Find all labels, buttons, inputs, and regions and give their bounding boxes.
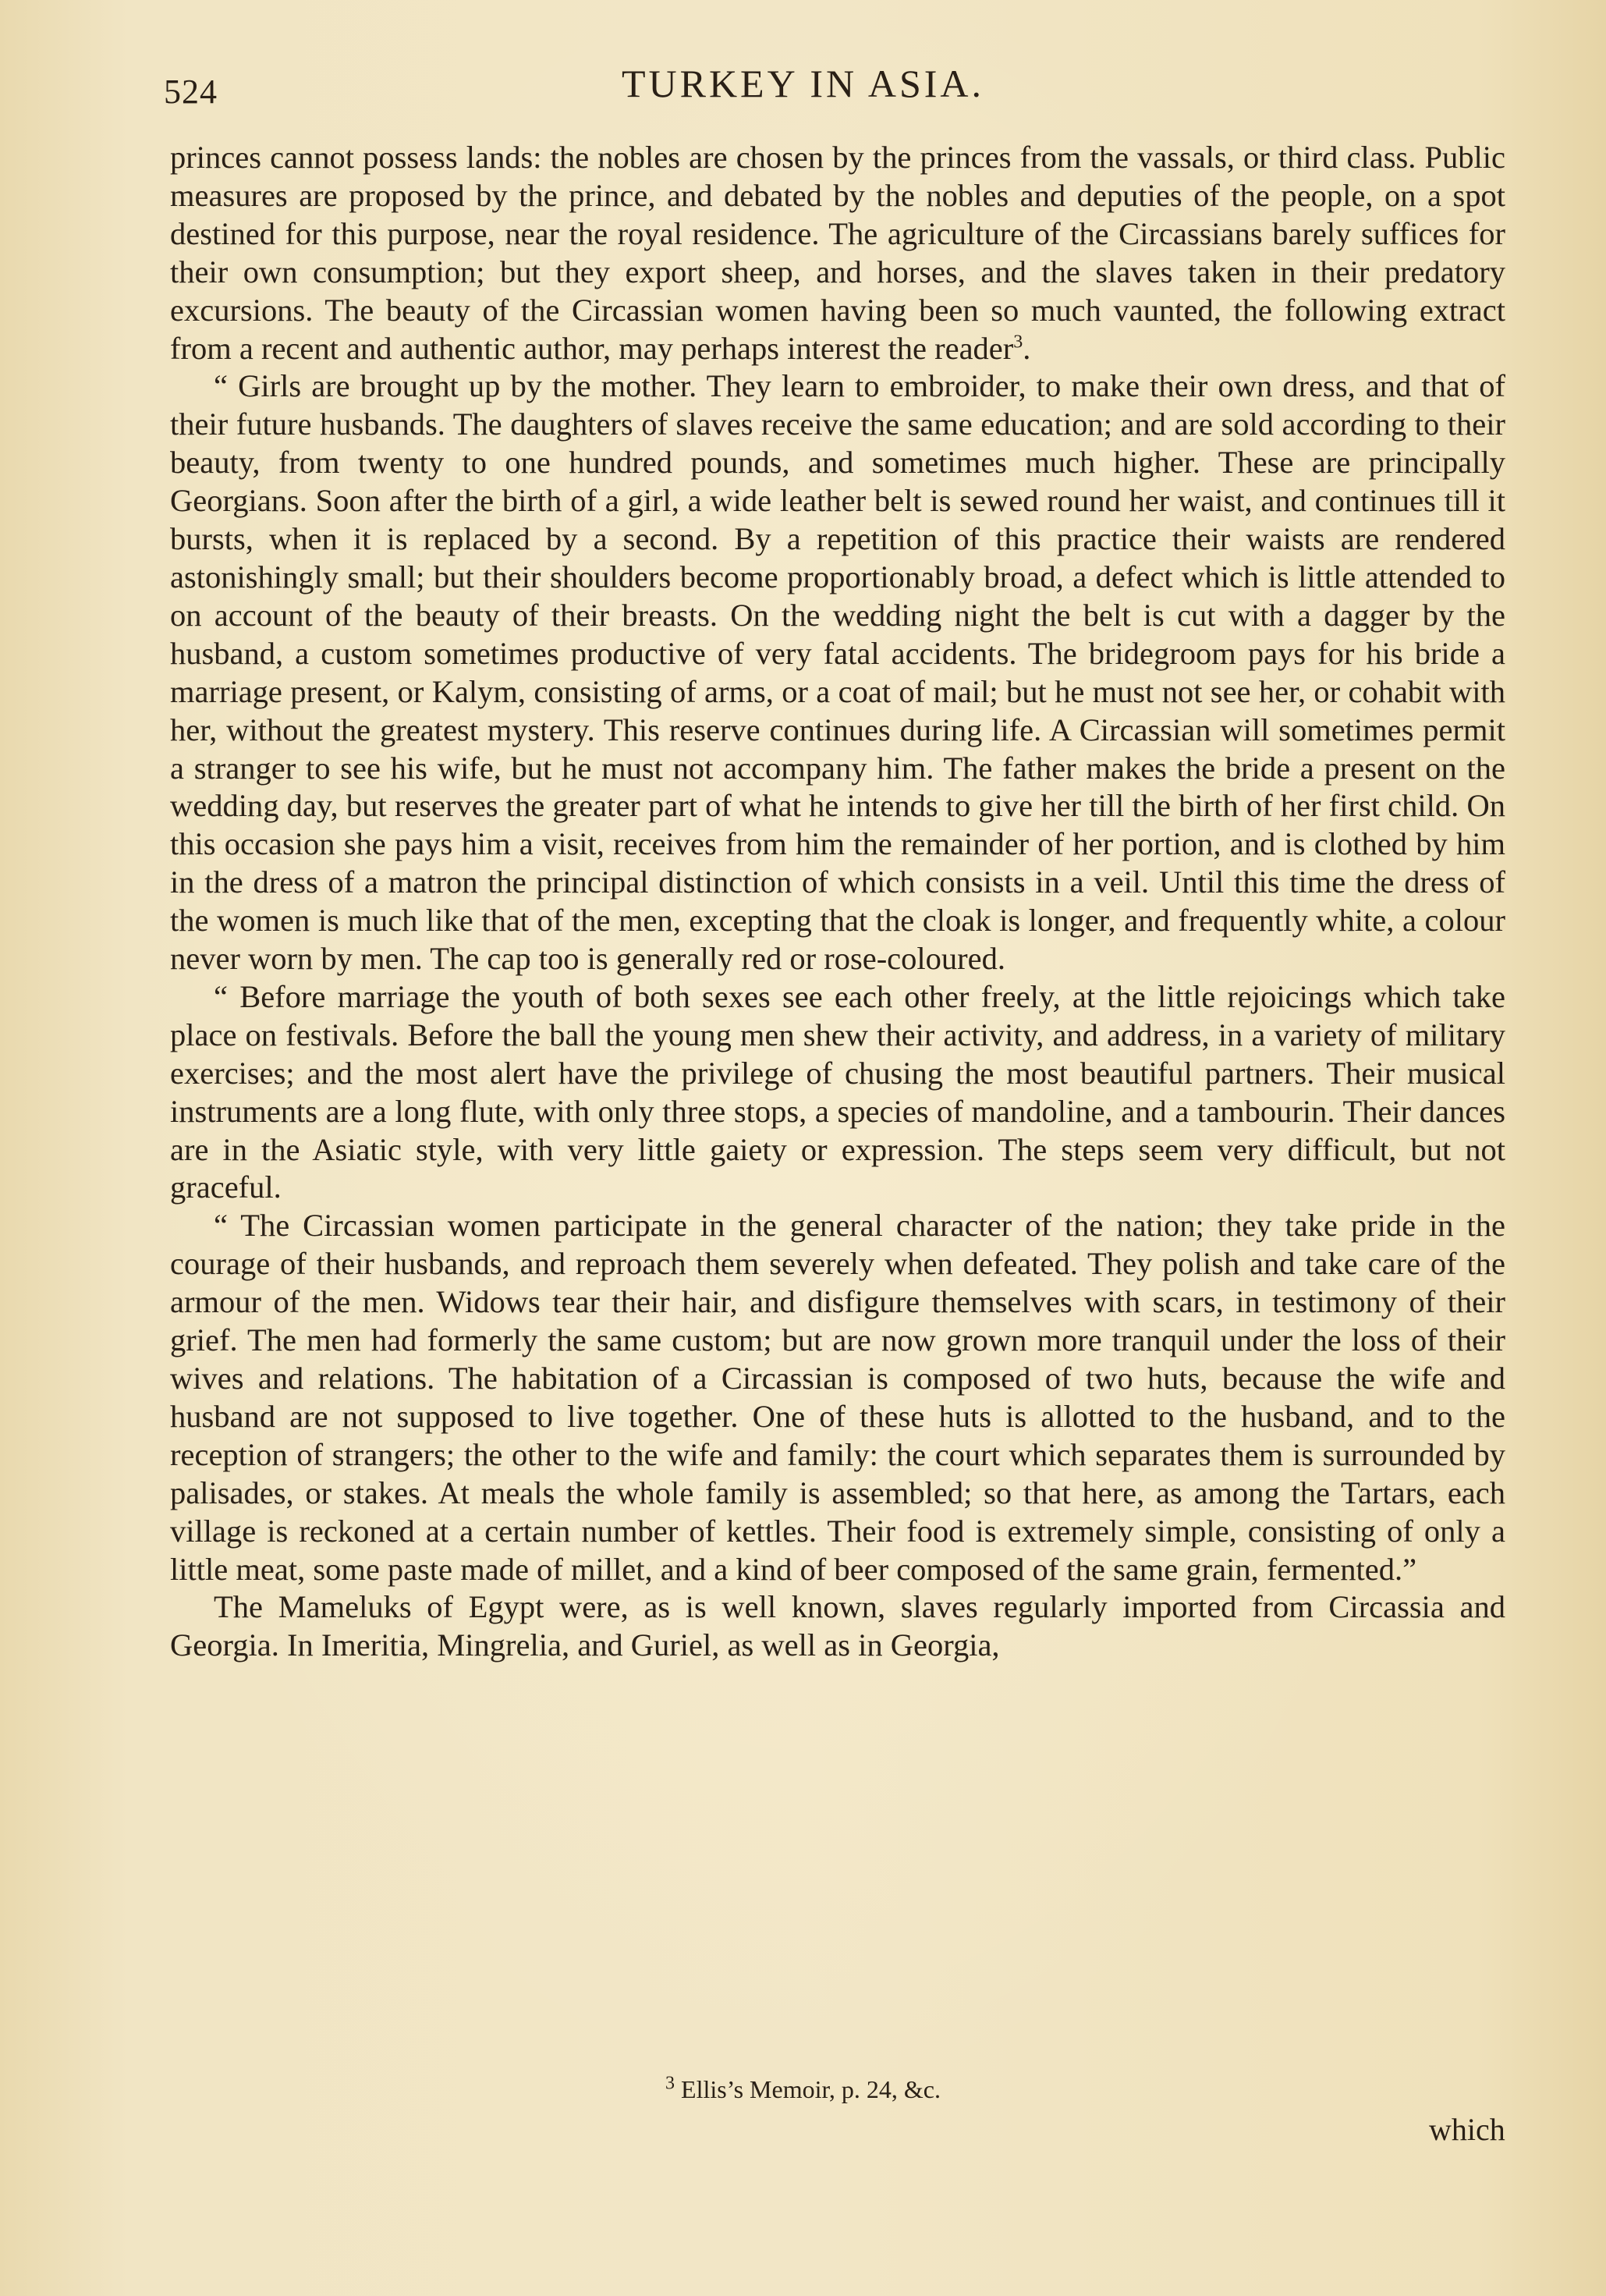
paragraph <box>170 139 1505 367</box>
running-head <box>0 61 1606 115</box>
paragraph-text: princes cannot possess lands: the nobles are chosen by the princes from the vassals, or third class. Public measures are proposed by the prince, and debated by the nobles and deputies of the people, on a spot destined for this purpose, near the royal residence. The agriculture of the Circassians barely suffices for their own consumption; but they export sheep, and horses, and the slaves taken in their predatory excursions. The beauty of the Circassian women having been so much vaunted, the following extract from a recent and authentic author, may perhaps interest the reader <box>170 140 1505 366</box>
paragraph: “ Girls are brought up by the mother. They learn to embroider, to make their own dress, and that of their future husbands. The daughters of slaves receive the same education; and are sold according to their beauty, from twenty to one hundred pounds, and sometimes much higher. These are principally Georgians. Soon after the birth of a girl, a wide leather belt is sewed round her waist, and continues till it bursts, when it is replaced by a second. By a repetition of this practice their waists are rendered astonishingly small; but their shoulders become proportionably broad, a defect which is little attended to on account of the beauty of their breasts. On the wedding night the belt is cut with a dagger by the husband, a custom sometimes productive of very fatal accidents. The bridegroom pays for his bride a marriage present, or Kalym, consisting of arms, or a coat of mail; but he must not see her, or cohabit with her, without the greatest mystery. This reserve continues during life. A Circassian will sometimes permit a stranger to see his wife, but he must not accompany him. The father makes the bride a present on the wedding day, but reserves the greater part of what he intends to give her till the birth of her first child. On this occasion she pays him a visit, receives from him the remainder of her portion, and is clothed by him in the dress of a matron the principal distinction of which consists in a veil. Until this time the dress of the women is much like that of the men, excepting that the cloak is longer, and frequently white, a colour never worn by men. The cap too is generally red or rose-coloured. <box>170 368 1505 977</box>
footnote-reference: 3 <box>1013 332 1023 353</box>
paragraph: The Mameluks of Egypt were, as is well known, slaves regularly imported from Circassia and Georgia. In Imeritia, Mingrelia, and Guriel, as well as in Georgia, <box>170 1589 1505 1663</box>
footnote-text: Ellis’s Memoir, p. 24, &c. <box>681 2075 941 2103</box>
footnote-marker: 3 <box>665 2073 675 2094</box>
page-number: 524 <box>164 73 218 111</box>
body-text <box>170 139 1505 1665</box>
paragraph: “ The Circassian women participate in the general character of the nation; they take pride in the courage of their husbands, and reproach them severely when defeated. They polish and take care of the armour of the men. Widows tear their hair, and disfigure themselves with scars, in testimony of their grief. The men had formerly the same custom; but are now grown more tranquil under the loss of their wives and relations. The habitation of a Circassian is composed of two huts, because the wife and husband are not supposed to live together. One of these huts is allotted to the husband, and to the reception of strangers; the other to the wife and family: the court which separates them is surrounded by palisades, or stakes. At meals the whole family is assembled; so that here, as among the Tartars, each village is reckoned at a certain number of kettles. Their food is extremely simple, consisting of only a little meat, some paste made of millet, and a kind of beer composed of the same grain, fermented.” <box>170 1208 1505 1587</box>
running-title: TURKEY IN ASIA. <box>621 62 985 105</box>
paragraph-end-punctuation: . <box>1023 330 1031 366</box>
catchword: which <box>1429 2112 1505 2147</box>
footnote <box>0 2075 1606 2104</box>
paragraph: “ Before marriage the youth of both sexes see each other freely, at the little rejoicings which take place on festivals. Before the ball the young men shew their activity, and address, in a variety of military exercises; and the most alert have the privilege of chusing the most beautiful partners. Their musical instruments are a long flute, with only three stops, a species of mandoline, and a tambourin. Their dances are in the Asiatic style, with very little gaiety or expression. The steps seem very difficult, but not graceful. <box>170 978 1505 1205</box>
